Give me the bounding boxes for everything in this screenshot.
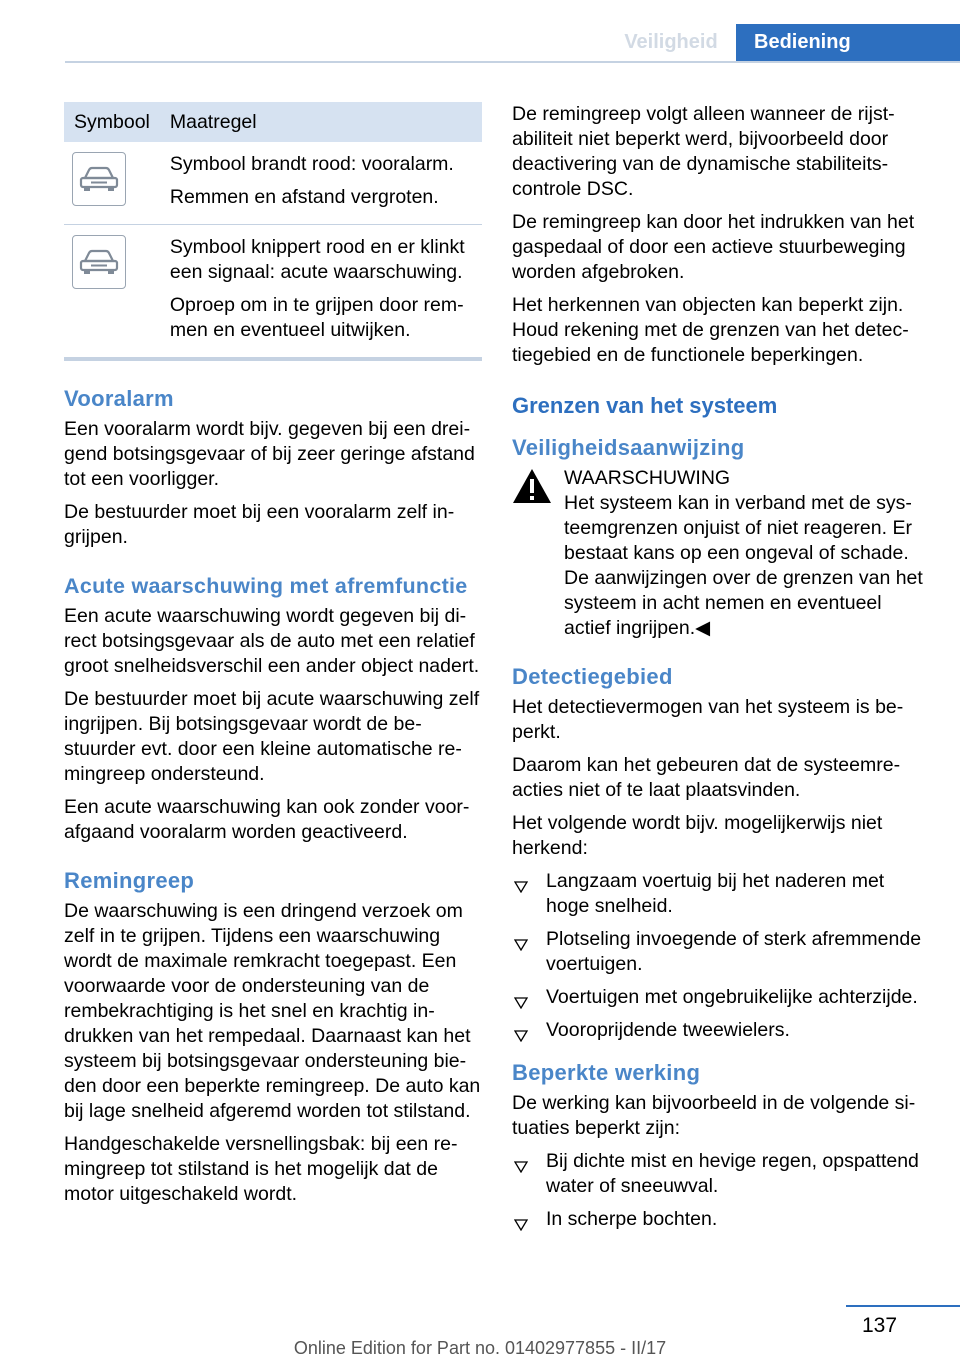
paragraph: De bestuurder moet bij acute waarschuwing zelf ingrijpen. Bij botsingsgevaar wordt de bestuurder evt. door een kleine automatische remingreep ondersteund. bbox=[64, 688, 480, 785]
right-column bbox=[512, 102, 926, 1240]
measure-line: Oproep om in te grijpen door remmen en eventueel uitwijken. bbox=[169, 294, 464, 341]
page-header bbox=[0, 0, 960, 62]
paragraph: Handgeschakelde versnellingsbak: bij een remingreep tot stilstand is het mogelijk dat de motor uitgeschakeld wordt. bbox=[64, 1133, 458, 1205]
paragraph: Daarom kan het gebeuren dat de systeemreacties niet of te laat plaatsvinden. bbox=[512, 754, 901, 801]
paragraph: De waarschuwing is een dringend verzoek om zelf in te grijpen. Tijdens een waarschuwing wordt de maximale remkracht toegepast. Een voorwaarde voor de ondersteuning van de rembekrachtiging is het snel en krachtig indrukken van het rempedaal. Daarnaast kan het systeem bij botsingsgevaar ondersteuning bieden door een beperkte remingreep. De auto kan bij lage snelheid afgeremd worden tot stilstand. bbox=[64, 900, 481, 1122]
list-item: Plotseling invoegende of sterk afremmende voertuigen. bbox=[512, 927, 926, 977]
list-item: Voertuigen met ongebruikelijke achterzijde. bbox=[512, 985, 926, 1010]
list-item: In scherpe bochten. bbox=[512, 1207, 926, 1232]
table-header-row bbox=[64, 102, 482, 142]
triangle-bullet-icon bbox=[514, 991, 528, 1016]
heading-detection-area: Detectiegebied bbox=[512, 664, 673, 689]
measure-line: Symbool knippert rood en er klinkt een signaal: acute waarschuwing. bbox=[169, 236, 465, 283]
detection-list bbox=[512, 869, 926, 1043]
paragraph: De remingreep kan door het indrukken van het gaspedaal of door een actieve stuurbeweging worden afgebroken. bbox=[512, 211, 915, 283]
triangle-bullet-icon bbox=[514, 1155, 528, 1180]
list-item: Bij dichte mist en hevige regen, opspattend water of sneeuwval. bbox=[512, 1149, 926, 1199]
warning-label: WAARSCHUWING bbox=[564, 467, 731, 489]
paragraph: De remingreep volgt alleen wanneer de rijstabiliteit niet beperkt werd, bijvoorbeeld door deactivering van de dynamische stabiliteitscontrole DSC. bbox=[512, 103, 895, 200]
triangle-bullet-icon bbox=[514, 875, 528, 900]
heading-system-limits: Grenzen van het systeem bbox=[512, 393, 778, 418]
heading-acute-warning: Acute waarschuwing met afremfunctie bbox=[64, 574, 468, 598]
car-front-icon bbox=[72, 235, 126, 289]
col-header-measure: Maatregel bbox=[160, 102, 482, 142]
car-front-icon bbox=[72, 152, 126, 206]
header-divider bbox=[65, 61, 960, 63]
paragraph: Het detectievermogen van het systeem is beperkt. bbox=[512, 696, 904, 743]
section-tab-bediening[interactable]: Bediening bbox=[736, 24, 960, 61]
edition-footer: Online Edition for Part no. 01402977855 - II/17 bbox=[293, 1338, 667, 1358]
heading-vooralarm: Vooralarm bbox=[64, 386, 174, 411]
section-tab-veiligheid[interactable]: Veiligheid bbox=[624, 31, 718, 53]
left-column bbox=[64, 102, 482, 1215]
limitation-list bbox=[512, 1149, 926, 1232]
paragraph: Een acute waarschuwing kan ook zonder voorafgaand vooralarm worden geactiveerd. bbox=[64, 796, 470, 843]
list-item: Vooroprijdende tweewielers. bbox=[512, 1018, 926, 1043]
measure-line: Symbool brandt rood: vooralarm. bbox=[169, 153, 454, 175]
col-header-symbol: Symbool bbox=[64, 102, 160, 142]
paragraph: Een vooralarm wordt bijv. gegeven bij een dreigend botsingsgevaar of bij zeer geringe afstand tot een voorligger. bbox=[64, 418, 475, 490]
warning-triangle-icon bbox=[512, 468, 552, 504]
triangle-bullet-icon bbox=[514, 933, 528, 958]
heading-limited-operation: Beperkte werking bbox=[512, 1060, 701, 1085]
triangle-bullet-icon bbox=[514, 1213, 528, 1238]
heading-safety-note: Veiligheidsaanwijzing bbox=[512, 435, 745, 460]
measure-line: Remmen en afstand vergroten. bbox=[169, 186, 439, 208]
warning-text bbox=[564, 491, 926, 641]
warning-box bbox=[512, 466, 926, 641]
paragraph: Het herkennen van objecten kan beperkt zijn. Houd rekening met de grenzen van het detectiegebied en de functionele beperkingen. bbox=[512, 294, 909, 366]
paragraph: Een acute waarschuwing wordt gegeven bij direct botsingsgevaar als de auto met een relatief groot snelheidsverschil een ander object nadert. bbox=[64, 605, 480, 677]
table-row bbox=[64, 225, 482, 360]
symbol-table bbox=[64, 102, 482, 361]
paragraph: Het volgende wordt bijv. mogelijkerwijs niet herkend: bbox=[512, 812, 883, 859]
paragraph: De werking kan bijvoorbeeld in de volgende situaties beperkt zijn: bbox=[512, 1092, 916, 1139]
warning-text-body: Het systeem kan in verband met de systeemgrenzen onjuist of niet reageren. Er bestaat kans op een ongeval of schade. De aanwijzingen over de grenzen van het systeem in acht nemen en eventueel actief ingrijpen.◀ bbox=[564, 492, 923, 639]
page-number: 137 bbox=[862, 1314, 898, 1337]
footer-divider bbox=[846, 1305, 960, 1307]
paragraph: De bestuurder moet bij een vooralarm zelf ingrijpen. bbox=[64, 501, 455, 548]
list-item: Langzaam voertuig bij het naderen met hoge snelheid. bbox=[512, 869, 926, 919]
triangle-bullet-icon bbox=[514, 1024, 528, 1049]
table-row bbox=[64, 142, 482, 225]
heading-remingreep: Remingreep bbox=[64, 868, 195, 893]
